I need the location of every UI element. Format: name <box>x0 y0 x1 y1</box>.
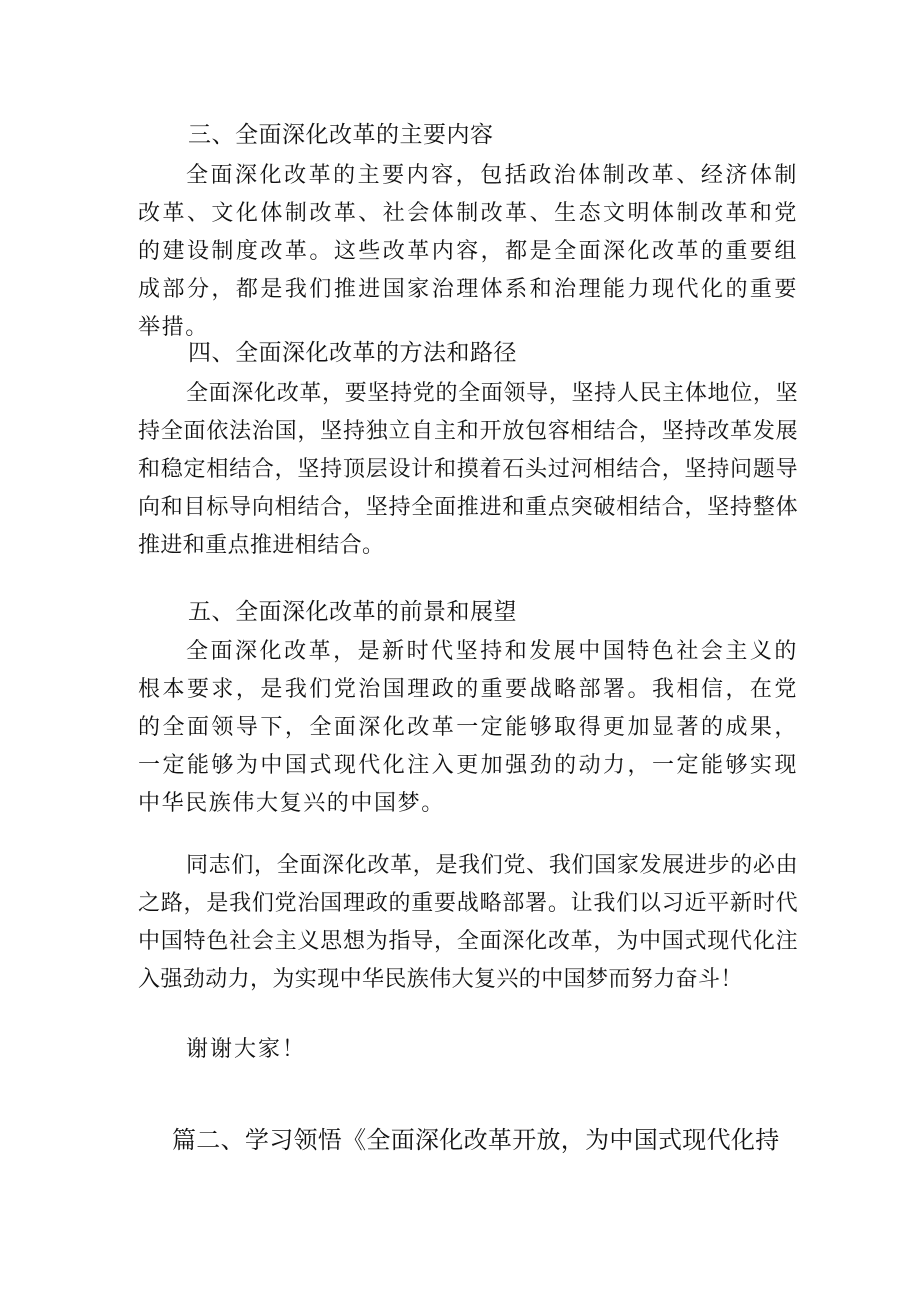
section-3-paragraph: 全面深化改革的主要内容，包括政治体制改革、经济体制改革、文化体制改革、社会体制改革、生态文明体制改革和党的建设制度改革。这些改革内容，都是全面深化改革的重要组成部分，都是我们推进国家治理体系和治理能力现代化的重要举措。 <box>138 163 798 340</box>
section-heading-5: 五、全面深化改革的前景和展望 <box>188 599 517 625</box>
next-article-title: 篇二、学习领悟《全面深化改革开放，为中国式现代化持 <box>172 1126 780 1154</box>
section-heading-3: 三、全面深化改革的主要内容 <box>188 122 494 148</box>
section-heading-4: 四、全面深化改革的方法和路径 <box>188 340 517 366</box>
section-5-paragraph-1: 全面深化改革，是新时代坚持和发展中国特色社会主义的根本要求，是我们党治国理政的重要战略部署。我相信，在党的全面领导下，全面深化改革一定能够取得更加显著的成果，一定能够为中国式现代化注入更加强劲的动力，一定能够实现中华民族伟大复兴的中国梦。 <box>138 639 798 816</box>
section-4-paragraph: 全面深化改革，要坚持党的全面领导，坚持人民主体地位，坚持全面依法治国，坚持独立自主和开放包容相结合，坚持改革发展和稳定相结合，坚持顶层设计和摸着石头过河相结合，坚持问题导向和目标导向相结合，坚持全面推进和重点突破相结合，坚持整体推进和重点推进相结合。 <box>138 381 798 558</box>
closing-remark: 谢谢大家！ <box>186 1037 307 1062</box>
section-5-paragraph-2: 同志们，全面深化改革，是我们党、我们国家发展进步的必由之路，是我们党治国理政的重要战略部署。让我们以习近平新时代中国特色社会主义思想为指导，全面深化改革，为中国式现代化注入强劲动力，为实现中华民族伟大复兴的中国梦而努力奋斗！ <box>138 853 798 992</box>
